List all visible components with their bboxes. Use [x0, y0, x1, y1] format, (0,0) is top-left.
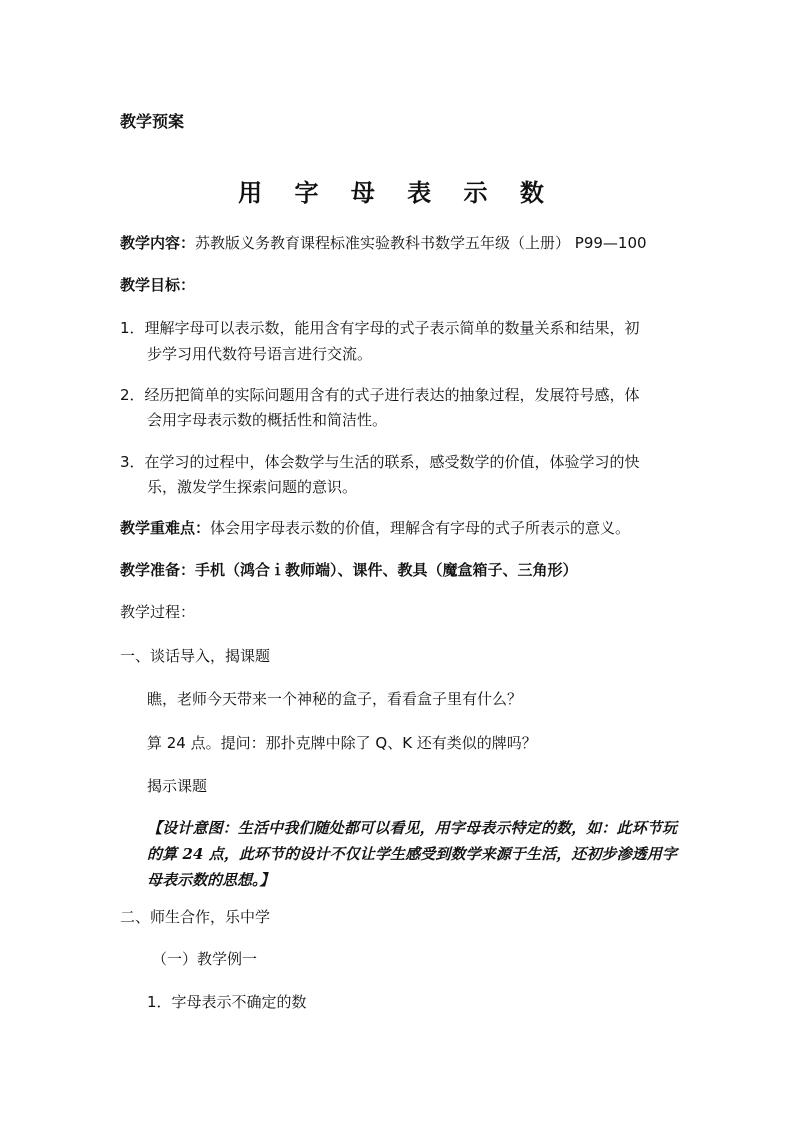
paragraph-3: 揭示课题: [147, 777, 208, 795]
goals-label: 教学目标：: [120, 276, 196, 294]
process-label: 教学过程：: [120, 603, 196, 621]
design-intent-note: 【设计意图：生活中我们随处都可以看见，用字母表示特定的数，如：此环节玩的算 24 点，此环节的设计不仅让学生感受到数学来源于生活，还初步渗透用字母表示数的思想。】: [147, 819, 677, 889]
goal-2-line1: 2．经历把简单的实际问题用含有的式子进行表达的抽象过程，发展符号感，体: [120, 386, 640, 404]
section-1-heading: 一、谈话导入，揭课题: [120, 647, 271, 665]
goal-1-line1: 1．理解字母可以表示数，能用含有字母的式子表示简单的数量关系和结果，初: [120, 319, 640, 337]
content-row: [120, 233, 647, 253]
goal-3-line2: 乐，激发学生探索问题的意识。: [147, 478, 358, 496]
paragraph-2: 算 24 点。提问：那扑克牌中除了 Q、K 还有类似的牌吗？: [147, 734, 537, 752]
prep-row: 教学准备：手机（鸿合ｉ教师端）、课件、教具（魔盒箱子、三角形）: [120, 561, 578, 579]
lesson-title: 用 字 母 表 示 数: [238, 178, 556, 207]
goal-2-line2: 会用字母表示数的概括性和简洁性。: [147, 411, 388, 429]
subsection-1-item-1: 1．字母表示不确定的数: [147, 993, 307, 1011]
doc-heading: 教学预案: [120, 112, 185, 131]
subsection-1-heading: （一）教学例一: [152, 950, 258, 968]
section-2-heading: 二、师生合作，乐中学: [120, 908, 271, 926]
focus-row: [120, 518, 630, 538]
focus-label: 教学重难点：: [120, 519, 211, 537]
paragraph-1: 瞧，老师今天带来一个神秘的盒子，看看盒子里有什么？: [147, 690, 523, 708]
goal-3-line1: 3．在学习的过程中，体会数学与生活的联系，感受数学的价值，体验学习的快: [120, 453, 640, 471]
content-text: 苏教版义务教育课程标准实验教科书数学五年级（上册） P99—100: [195, 234, 647, 252]
goal-1-line2: 步学习用代数符号语言进行交流。: [147, 345, 373, 363]
content-label: 教学内容：: [120, 234, 196, 252]
focus-text: 体会用字母表示数的价值，理解含有字母的式子所表示的意义。: [210, 519, 631, 537]
